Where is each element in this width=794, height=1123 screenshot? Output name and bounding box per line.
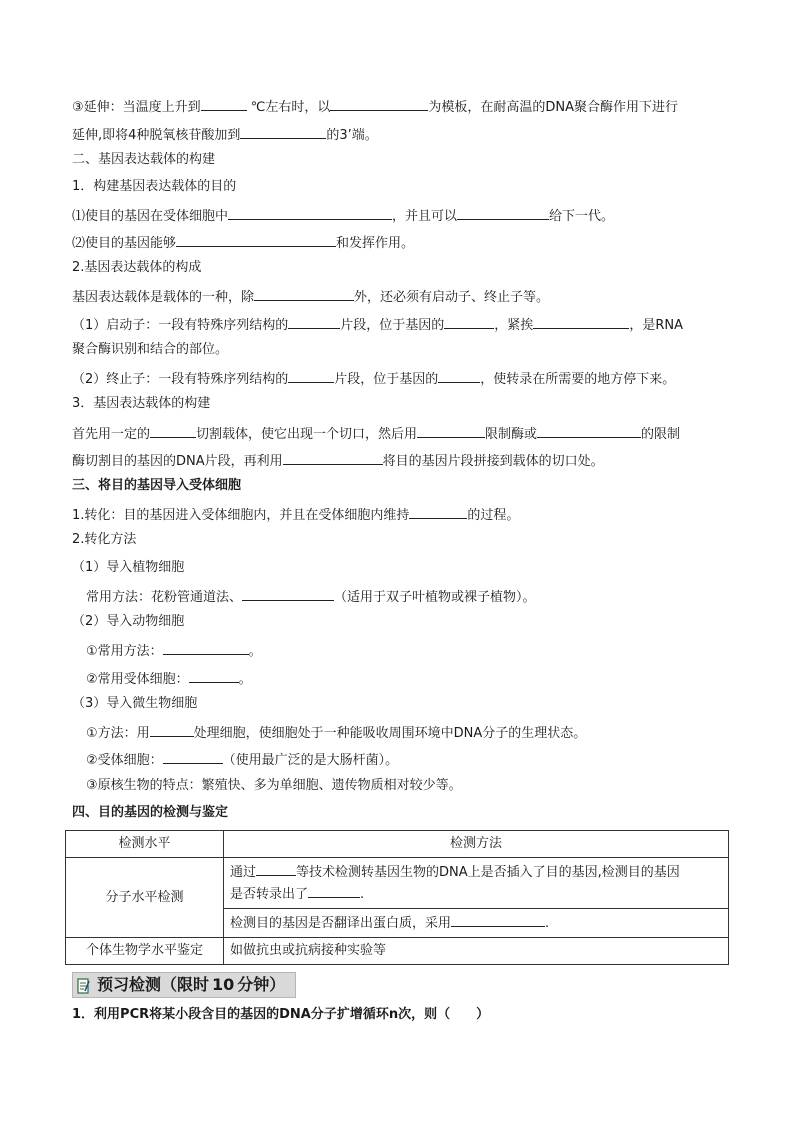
text: ①常用方法： [86,644,163,659]
microbe-recipient-line [86,749,398,770]
answer-blank[interactable] [417,423,485,438]
section-3-title: 三、将目的基因导入受体细胞 [72,478,242,493]
text: （适用于双子叶植物或裸子植物）。 [334,590,536,605]
text: ②受体细胞： [86,753,163,768]
table-cell-method [224,858,729,909]
text: 将目的基因片段拼接到载体的切口处。 [382,454,604,469]
section-4-title: 四、目的基因的检测与鉴定 [72,805,229,820]
answer-blank[interactable] [201,96,247,111]
text: ℃左右时，以 [250,100,331,115]
table-row [66,938,729,965]
preview-title-end: 分钟） [237,975,286,994]
text: ，是RNA [629,318,683,333]
answer-blank[interactable] [533,314,629,329]
answer-blank[interactable] [537,423,641,438]
purpose-line-1 [72,205,614,226]
microbe-heading: （3）导入微生物细胞 [72,696,198,711]
prokaryote-feature-line: ③原核生物的特点：繁殖快、多为单细胞、遗传物质相对较少等。 [86,778,462,793]
text: 和发挥作用。 [336,236,415,251]
text: 为模板，在耐高温的DNA聚合酶作用下进行 [428,100,679,115]
table-cell-method: 如做抗虫或抗病接种实验等 [224,938,729,965]
text: 给下一代。 [549,209,615,224]
text: 等技术检测转基因生物的DNA上是否插入了目的基因,检测目的基因 [296,865,680,880]
animal-recipient-line [86,668,252,689]
section-3-heading-2: 2.转化方法 [72,532,137,547]
answer-blank[interactable] [451,912,545,927]
text: 片段，位于基因的 [334,372,439,387]
answer-blank[interactable] [163,749,223,764]
table-cell-level: 个体生物学水平鉴定 [66,938,224,965]
answer-blank[interactable] [163,640,249,655]
section-2-heading-2: 2.基因表达载体的构成 [72,260,202,275]
text: ，并且可以 [392,209,458,224]
text: （使用最广泛的是大肠杆菌）。 [222,753,399,768]
answer-blank[interactable] [288,368,334,383]
text: 处理细胞，使细胞处于一种能吸收周围环境中DNA分子的生理状态。 [193,726,587,741]
preview-title: 预习检测（限时 [97,975,210,994]
text: ②常用受体细胞： [86,672,189,687]
text: 常用方法：花粉管通道法、 [86,590,243,605]
table-header: 检测水平 [66,831,224,858]
table-cell-method [224,909,729,938]
answer-blank[interactable] [409,504,467,519]
plant-heading: （1）导入植物细胞 [72,560,185,575]
section-2-title: 二、基因表达载体的构建 [72,152,216,167]
text: 的过程。 [467,508,520,523]
text: 。 [238,672,252,687]
text: 外，还必须有启动子、终止子等。 [354,290,550,305]
answer-blank[interactable] [240,124,326,139]
text: 的3’端。 [326,128,378,143]
answer-blank[interactable] [189,668,239,683]
purpose-line-2 [72,232,414,253]
answer-blank[interactable] [288,314,340,329]
plant-method-line [86,586,536,607]
animal-heading: （2）导入动物细胞 [72,614,185,629]
detection-table [65,830,729,965]
notebook-pen-icon [77,977,91,993]
question-1: 1．利用PCR将某小段含目的基因的DNA分子扩增循环n次，则（ ） [72,1007,490,1022]
text: 切割载体，使它出现一个切口，然后用 [196,427,418,442]
table-header: 检测方法 [224,831,729,858]
text: ⑴使目的基因在受体细胞中 [72,209,229,224]
text: 是否转录出了 [230,887,309,902]
answer-blank[interactable] [254,286,354,301]
table-cell-level: 分子水平检测 [66,858,224,938]
text: 片段，位于基因的 [340,318,445,333]
text: ⑵使目的基因能够 [72,236,177,251]
answer-blank[interactable] [308,883,360,898]
text: ③延伸：当温度上升到 [72,100,201,115]
answer-blank[interactable] [256,861,296,876]
text: （2）终止子：一段有特殊序列结构的 [72,372,289,387]
terminator-line [72,368,675,389]
answer-blank[interactable] [176,232,336,247]
text: 的限制 [641,427,681,442]
construction-line-1 [72,423,680,444]
text: ，紧挨 [494,318,534,333]
text: （1）启动子：一段有特殊序列结构的 [72,318,289,333]
text: 通过 [230,865,257,880]
composition-line [72,286,549,307]
transformation-line [72,504,519,525]
answer-blank[interactable] [330,96,428,111]
section-2-heading-1: 1．构建基因表达载体的目的 [72,179,237,194]
text: 首先用一定的 [72,427,151,442]
answer-blank[interactable] [438,368,480,383]
table-row [66,858,729,909]
text: 延伸,即将4种脱氧核苷酸加到 [72,128,241,143]
promoter-line-2: 聚合酶识别和结合的部位。 [72,342,229,357]
text: 检测目的基因是否翻译出蛋白质，采用 [230,916,452,931]
microbe-method-line [86,722,586,743]
construction-line-2 [72,450,604,471]
text: . [360,887,365,902]
promoter-line-1 [72,314,683,335]
answer-blank[interactable] [457,205,549,220]
text: 限制酶或 [485,427,538,442]
text: 。 [248,644,262,659]
extension-line-2 [72,124,378,145]
text: . [545,916,550,931]
answer-blank[interactable] [242,586,334,601]
animal-method-line [86,640,262,661]
answer-blank[interactable] [228,205,392,220]
text: 酶切割目的基因的DNA片段，再利用 [72,454,283,469]
table-header-row [66,831,729,858]
answer-blank[interactable] [150,722,194,737]
text: ①方法：用 [86,726,150,741]
preview-minutes: 10 [212,975,235,994]
answer-blank[interactable] [283,450,383,465]
text: 1.转化：目的基因进入受体细胞内，并且在受体细胞内维持 [72,508,410,523]
text: ，使转录在所需要的地方停下来。 [480,372,676,387]
text: 基因表达载体是载体的一种，除 [72,290,255,305]
section-2-heading-3: 3．基因表达载体的构建 [72,396,211,411]
answer-blank[interactable] [444,314,494,329]
preview-test-banner [72,972,296,998]
extension-line-1 [72,96,678,117]
answer-blank[interactable] [150,423,196,438]
